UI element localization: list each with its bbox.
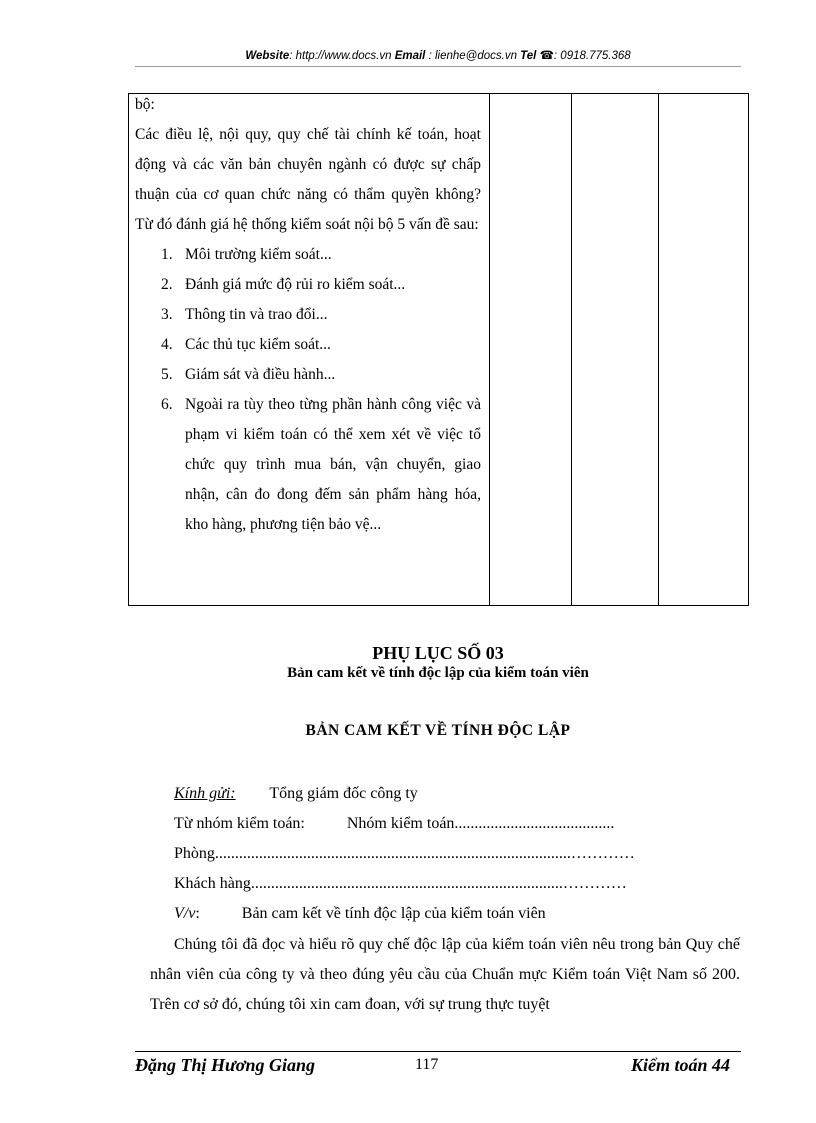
addressee-value: Tổng giám đốc công ty: [269, 785, 418, 802]
from-value: Nhóm kiểm toán: [346, 815, 455, 832]
client-line: [174, 875, 627, 893]
from-label: Từ nhóm kiểm toán:: [174, 815, 305, 832]
department-label: Phòng: [174, 845, 215, 862]
list-item: 5. Giám sát và điều hành...: [161, 366, 336, 383]
empty-cell: [490, 94, 572, 606]
tel-value: : 0918.775.368: [553, 50, 631, 62]
list-item: 4. Các thủ tục kiểm soát...: [161, 336, 331, 353]
email-label: Email: [394, 50, 426, 62]
website-value: : http://www.docs.vn: [289, 50, 392, 62]
empty-cell: [572, 94, 659, 606]
website-label: Website: [245, 50, 290, 62]
empty-cell: [659, 94, 749, 606]
department-line: [174, 845, 635, 863]
footer-course: Kiểm toán 44: [630, 1055, 730, 1075]
header-rule: [135, 66, 741, 67]
from-line: [174, 815, 614, 833]
commitment-title: BẢN CAM KẾT VỀ TÍNH ĐỘC LẬP: [305, 722, 571, 739]
footer-rule: [135, 1051, 741, 1052]
client-dots: ..............................................................................…………: [250, 875, 627, 892]
commitment-body: [150, 930, 740, 1020]
email-value: : lienhe@docs.vn: [428, 50, 517, 62]
subject-label: V/v: [174, 905, 196, 922]
client-label: Khách hàng: [174, 875, 251, 892]
cell-line-continuation: bộ:: [135, 96, 155, 113]
phone-icon: ☎: [539, 50, 554, 62]
subject-value: Bản cam kết về tính độc lập của kiểm toán viên: [241, 905, 546, 922]
list-item: 3. Thông tin và trao đổi...: [161, 306, 328, 323]
commitment-paragraph: Chúng tôi đã đọc và hiểu rõ quy chế độc lập của kiểm toán viên nêu trong bản Quy chế nhân viên của công ty và theo đúng yêu cầu của Chuẩn mực Kiểm toán Việt Nam số 200. Trên cơ sở đó, chúng tôi xin cam đoan, với sự trung thực tuyệt: [150, 936, 740, 1013]
table-row: [129, 94, 749, 606]
department-dots: .........................................................................................…………: [214, 845, 635, 862]
addressee-line: [174, 785, 418, 803]
cell-paragraph: Các điều lệ, nội quy, quy chế tài chính kế toán, hoạt động và các văn bản chuyên ngành có được sự chấp thuận của cơ quan chức năng có thẩm quyền không? Từ đó đánh giá hệ thống kiểm soát nội bộ 5 vấn đề sau:: [135, 126, 481, 233]
list-item: 6. Ngoài ra tùy theo từng phần hành công việc và phạm vi kiểm toán có thể xem xét về việc tổ chức quy trình mua bán, vận chuyển, giao nhận, cân đo đong đếm sản phẩm hàng hóa, kho hàng, phương tiện bảo vệ...: [161, 396, 481, 533]
appendix-title: PHỤ LỤC SỐ 03: [372, 643, 504, 663]
tel-label: Tel: [520, 50, 537, 62]
list-item: 1. Môi trường kiểm soát...: [161, 246, 332, 263]
page-number: 117: [415, 1056, 439, 1073]
content-cell: [129, 94, 490, 606]
subject-line: V/v: Bản cam kết về tính độc lập của kiểm toán viên: [174, 905, 546, 922]
appendix-subtitle: Bản cam kết về tính độc lập của kiểm toán viên: [287, 665, 589, 681]
list-item: 2. Đánh giá mức độ rủi ro kiểm soát...: [161, 276, 406, 293]
footer-author: Đặng Thị Hương Giang: [135, 1055, 315, 1075]
addressee-label: Kính gửi:: [174, 785, 236, 802]
from-dots: ........................................: [454, 815, 615, 832]
page-header: [135, 48, 741, 62]
control-items-list: [135, 240, 481, 540]
audit-table: [128, 93, 749, 606]
